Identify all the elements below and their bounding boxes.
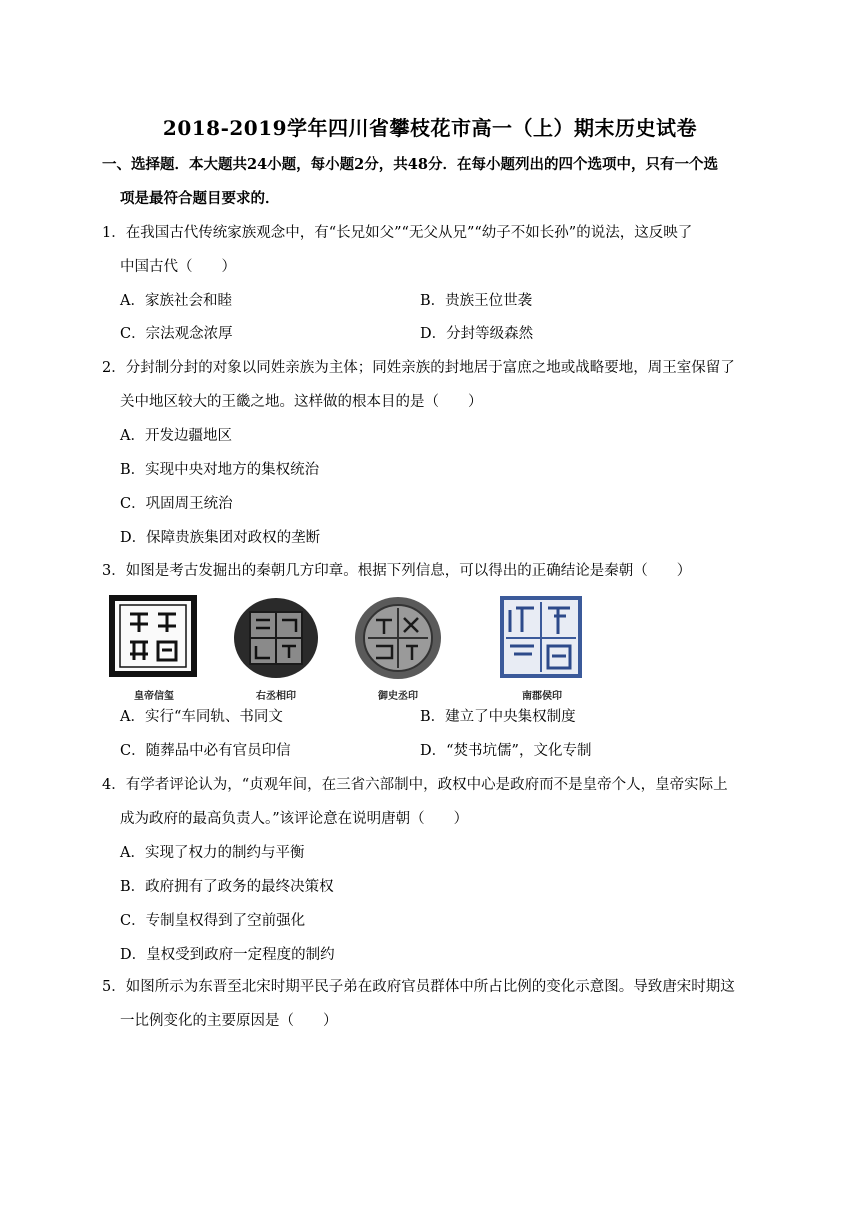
seal-nanjun-hou bbox=[492, 592, 592, 702]
seal-caption-4: 南郡侯印 bbox=[522, 691, 562, 702]
question-4-option-c: C．专制皇权得到了空前强化 bbox=[120, 913, 306, 929]
question-1-stem-line2: 中国古代（ ） bbox=[120, 259, 236, 275]
question-1-option-d: D．分封等级森然 bbox=[420, 326, 534, 342]
question-2-stem-line1: 2．分封制分封的对象以同姓亲族为主体；同姓亲族的封地居于富庶之地或战略要地，周王室保留了 bbox=[102, 360, 735, 376]
seal-huangdi-xinxi bbox=[104, 592, 204, 702]
question-2-stem-line2: 关中地区较大的王畿之地。这样做的根本目的是（ ） bbox=[120, 394, 483, 410]
question-4-option-b: B．政府拥有了政务的最终决策权 bbox=[120, 879, 334, 895]
question-1-option-a: A．家族社会和睦 bbox=[120, 293, 232, 309]
round-seal-icon bbox=[226, 592, 326, 684]
question-2-option-b: B．实现中央对地方的集权统治 bbox=[120, 462, 320, 478]
question-4-stem-line2: 成为政府的最高负责人。”该评论意在说明唐朝（ ） bbox=[120, 811, 469, 827]
section-instructions-line1: 一、选择题．本大题共24小题，每小题2分，共48分．在每小题列出的四个选项中，只有一个选 bbox=[102, 156, 718, 173]
question-3-option-d: D．“焚书坑儒”，文化专制 bbox=[420, 743, 592, 759]
question-4-option-a: A．实现了权力的制约与平衡 bbox=[120, 845, 305, 861]
question-2-option-c: C．巩固周王统治 bbox=[120, 496, 233, 512]
question-3-option-b: B．建立了中央集权制度 bbox=[420, 709, 576, 725]
question-1-option-b: B．贵族王位世袭 bbox=[420, 293, 533, 309]
seal-you-chengxiang bbox=[226, 592, 326, 702]
round-seal-icon bbox=[348, 592, 448, 684]
qin-seals-figure bbox=[100, 592, 590, 702]
seal-caption-1: 皇帝信玺 bbox=[134, 691, 174, 702]
question-2-option-d: D．保障贵族集团对政权的垄断 bbox=[120, 530, 321, 546]
question-1-option-c: C．宗法观念浓厚 bbox=[120, 326, 233, 342]
question-4-stem-line1: 4．有学者评论认为，“贞观年间，在三省六部制中，政权中心是政府而不是皇帝个人，皇帝实际上 bbox=[102, 777, 728, 793]
question-4-option-d: D．皇权受到政府一定程度的制约 bbox=[120, 947, 335, 963]
square-seal-icon bbox=[104, 592, 204, 684]
seal-caption-2: 右丞相印 bbox=[256, 691, 296, 702]
square-seal-icon bbox=[492, 592, 592, 684]
question-1-stem-line1: 1．在我国古代传统家族观念中，有“长兄如父”“无父从兄”“幼子不如长孙”的说法，这反映了 bbox=[102, 225, 693, 241]
question-2-option-a: A．开发边疆地区 bbox=[120, 428, 232, 444]
question-5-stem-line2: 一比例变化的主要原因是（ ） bbox=[120, 1013, 338, 1029]
question-3-stem-line1: 3．如图是考古发掘出的秦朝几方印章。根据下列信息，可以得出的正确结论是秦朝（ ） bbox=[102, 563, 692, 579]
question-3-option-c: C．随葬品中必有官员印信 bbox=[120, 743, 291, 759]
question-3-option-a: A．实行“车同轨、书同文 bbox=[120, 709, 283, 725]
exam-title: 2018-2019学年四川省攀枝花市高一（上）期末历史试卷 bbox=[162, 116, 698, 140]
question-5-stem-line1: 5．如图所示为东晋至北宋时期平民子弟在政府官员群体中所占比例的变化示意图。导致唐宋时期这 bbox=[102, 979, 735, 995]
section-instructions-line2: 项是最符合题目要求的． bbox=[120, 190, 280, 207]
seal-caption-3: 御史丞印 bbox=[378, 691, 418, 702]
seal-yushi-cheng bbox=[348, 592, 448, 702]
